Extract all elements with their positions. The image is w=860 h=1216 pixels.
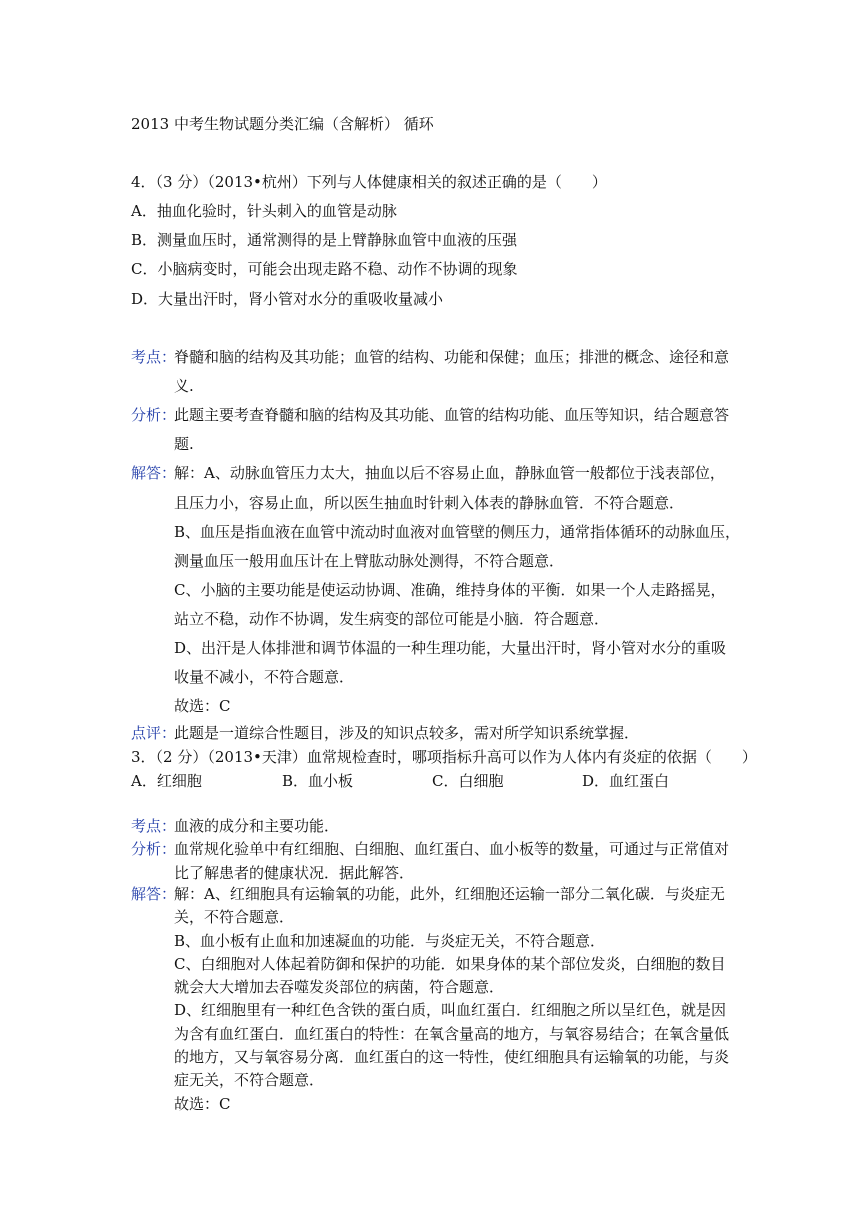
q2-fenxi-line-1: 血常规化验单中有红细胞、白细胞、血红蛋白、血小板等的数量，可通过与正常值对 (174, 840, 730, 858)
q2-jieda-line-8: 的地方，又与氧容易分离．血红蛋白的这一特性，使红细胞具有运输氧的功能，与炎 (174, 1048, 730, 1066)
q2-kaodian-text: 血液的成分和主要功能． (174, 817, 340, 835)
q1-dianping-text: 此题是一道综合性题目，涉及的知识点较多，需对所学知识系统掌握． (174, 724, 640, 742)
q1-kaodian-line-2: 义. (174, 377, 194, 395)
q2-jieda-line-1: 解：A、红细胞具有运输氧的功能，此外，红细胞还运输一部分二氧化碳．与炎症无 (174, 885, 725, 903)
question-2-option-b: B．血小板 (282, 772, 354, 790)
q1-jieda-answer: 故选：C (174, 697, 231, 715)
question-2-option-c: C．白细胞 (432, 772, 504, 790)
question-1-option-b: B．测量血压时，通常测得的是上臂静脉血管中血液的压强 (131, 231, 518, 249)
q1-jieda-line-3: B、血压是指血液在血管中流动时血液对血管壁的侧压力，通常指体循环的动脉血压， (174, 523, 741, 541)
q2-jieda-line-4: C、白细胞对人体起着防御和保护的功能．如果身体的某个部位发炎，白细胞的数目 (174, 955, 726, 973)
q2-jieda-line-6: D、红细胞里有一种红色含铁的蛋白质，叫血红蛋白．红细胞之所以呈红色，就是因 (174, 1001, 727, 1019)
q1-fenxi-line-2: 题. (174, 435, 194, 453)
q1-dianping-label: 点评： (131, 724, 177, 742)
q1-jieda-line-7: D、出汗是人体排泄和调节体温的一种生理功能，大量出汗时，肾小管对水分的重吸 (174, 639, 727, 657)
q2-fenxi-label: 分析： (131, 840, 177, 858)
q1-jieda-line-6: 站立不稳，动作不协调，发生病变的部位可能是小脑．符合题意． (174, 610, 610, 628)
q2-jieda-line-5: 就会大大增加去吞噬发炎部位的病菌，符合题意． (174, 978, 505, 996)
question-2-option-a: A．红细胞 (131, 772, 202, 790)
q1-jieda-label: 解答： (131, 464, 177, 482)
q2-kaodian-label: 考点： (131, 817, 177, 835)
q1-fenxi-label: 分析： (131, 406, 177, 424)
q1-jieda-line-2: 且压力小，容易止血，所以医生抽血时针刺入体表的静脉血管．不符合题意． (174, 494, 685, 512)
q1-jieda-line-5: C、小脑的主要功能是使运动协调、准确，维持身体的平衡．如果一个人走路摇晃， (174, 581, 726, 599)
q2-jieda-answer: 故选：C (174, 1095, 231, 1113)
question-2-stem: 3．（2 分）（2013•天津）血常规检查时，哪项指标升高可以作为人体内有炎症的依据（ ） (131, 748, 757, 766)
question-1-stem: 4．（3 分）（2013•杭州）下列与人体健康相关的叙述正确的是（ ） (131, 173, 607, 191)
q2-fenxi-line-2: 比了解患者的健康状况．据此解答． (174, 864, 415, 882)
q2-jieda-line-9: 症无关，不符合题意． (174, 1071, 325, 1089)
question-1-option-a: A．抽血化验时，针头刺入的血管是动脉 (131, 202, 397, 220)
q2-jieda-line-7: 为含有血红蛋白．血红蛋白的特性：在氧含量高的地方，与氧容易结合；在氧含量低 (174, 1025, 730, 1043)
question-1-option-c: C．小脑病变时，可能会出现走路不稳、动作不协调的现象 (131, 260, 518, 278)
q1-jieda-line-8: 收量不减小，不符合题意． (174, 668, 355, 686)
q1-kaodian-label: 考点： (131, 348, 177, 366)
q1-fenxi-line-1: 此题主要考查脊髓和脑的结构及其功能、血管的结构功能、血压等知识，结合题意答 (174, 406, 730, 424)
q2-jieda-label: 解答： (131, 885, 177, 903)
q1-jieda-line-1: 解：A、动脉血管压力太大，抽血以后不容易止血，静脉血管一般都位于浅表部位， (174, 464, 725, 482)
q2-jieda-line-3: B、血小板有止血和加速凝血的功能．与炎症无关，不符合题意． (174, 932, 606, 950)
q2-jieda-line-2: 关，不符合题意． (174, 908, 295, 926)
question-1-option-d: D．大量出汗时，肾小管对水分的重吸收量减小 (131, 290, 444, 308)
q1-jieda-line-4: 测量血压一般用血压计在上臂肱动脉处测得，不符合题意． (174, 552, 565, 570)
q1-kaodian-line-1: 脊髓和脑的结构及其功能；血管的结构、功能和保健；血压；排泄的概念、途径和意 (174, 348, 730, 366)
question-2-option-d: D．血红蛋白 (582, 772, 670, 790)
document-title: 2013 中考生物试题分类汇编（含解析） 循环 (131, 115, 434, 133)
